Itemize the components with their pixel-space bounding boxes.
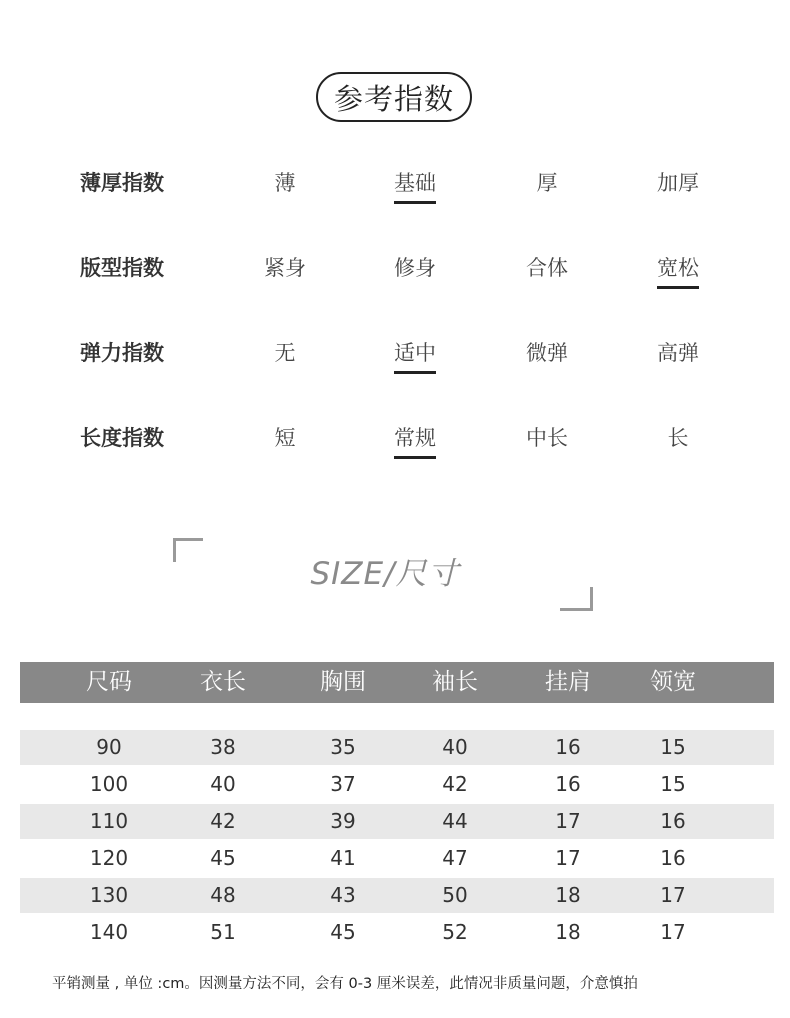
- table-cell: 110: [89, 809, 129, 833]
- measurement-note: 平销测量 , 单位 :cm。因测量方法不同，会有 0-3 厘米误差，此情况非质量问题，介意慎拍: [52, 976, 638, 992]
- table-cell: 38: [210, 735, 236, 759]
- table-row: [20, 730, 774, 765]
- index-option: 合体: [526, 256, 568, 280]
- table-cell: 90: [96, 735, 122, 759]
- table-cell: 41: [330, 846, 356, 870]
- table-cell: 100: [89, 772, 129, 796]
- index-row-fit: [0, 253, 790, 293]
- table-cell: 16: [555, 735, 581, 759]
- table-cell: 37: [330, 772, 356, 796]
- index-option: 短: [274, 426, 296, 450]
- table-cell: 40: [442, 735, 468, 759]
- table-cell: 16: [555, 772, 581, 796]
- table-cell: 17: [660, 883, 686, 907]
- table-cell: 16: [660, 846, 686, 870]
- table-cell: 51: [210, 920, 236, 944]
- table-cell: 40: [210, 772, 236, 796]
- index-option-selected: 宽松: [628, 253, 728, 289]
- table-row: [20, 915, 774, 950]
- column-header: 袖长: [432, 669, 478, 695]
- column-header: 衣长: [200, 669, 246, 695]
- column-header: 挂肩: [545, 669, 591, 695]
- table-cell: 17: [660, 920, 686, 944]
- table-cell: 17: [555, 809, 581, 833]
- table-row: [20, 878, 774, 913]
- index-option: 微弹: [526, 341, 568, 365]
- table-row: [20, 841, 774, 876]
- table-cell: 16: [660, 809, 686, 833]
- index-option: 修身: [394, 256, 436, 280]
- index-option: 加厚: [657, 171, 699, 195]
- index-option: 紧身: [264, 256, 306, 280]
- size-section-title: SIZE/尺寸: [310, 556, 460, 592]
- index-option-selected: 适中: [365, 338, 465, 374]
- corner-bracket-bottom-right: [560, 587, 593, 611]
- index-row-length: [0, 423, 790, 463]
- index-label: 长度指数: [80, 426, 164, 450]
- table-row: [20, 804, 774, 839]
- table-cell: 120: [89, 846, 129, 870]
- index-row-elasticity: [0, 338, 790, 378]
- table-cell: 140: [89, 920, 129, 944]
- column-header: 尺码: [86, 669, 132, 695]
- table-row: [20, 767, 774, 802]
- index-option-selected: 基础: [365, 168, 465, 204]
- table-cell: 130: [89, 883, 129, 907]
- index-row-thickness: [0, 168, 790, 208]
- index-label: 薄厚指数: [80, 171, 164, 195]
- table-cell: 18: [555, 920, 581, 944]
- table-cell: 48: [210, 883, 236, 907]
- table-cell: 15: [660, 735, 686, 759]
- index-label: 版型指数: [80, 256, 164, 280]
- table-cell: 15: [660, 772, 686, 796]
- table-cell: 44: [442, 809, 468, 833]
- index-option-selected: 常规: [365, 423, 465, 459]
- table-cell: 45: [210, 846, 236, 870]
- index-option: 薄: [274, 171, 296, 195]
- index-option: 高弹: [657, 341, 699, 365]
- corner-bracket-top-left: [173, 538, 203, 562]
- index-label: 弹力指数: [80, 341, 164, 365]
- table-cell: 42: [442, 772, 468, 796]
- table-cell: 52: [442, 920, 468, 944]
- table-cell: 45: [330, 920, 356, 944]
- size-table-header: [20, 662, 774, 703]
- index-option: 长: [667, 426, 689, 450]
- table-cell: 17: [555, 846, 581, 870]
- index-option: 中长: [526, 426, 568, 450]
- column-header: 领宽: [650, 669, 696, 695]
- table-cell: 39: [330, 809, 356, 833]
- table-cell: 43: [330, 883, 356, 907]
- table-cell: 42: [210, 809, 236, 833]
- table-cell: 35: [330, 735, 356, 759]
- table-cell: 18: [555, 883, 581, 907]
- table-cell: 47: [442, 846, 468, 870]
- index-option: 无: [274, 341, 296, 365]
- column-header: 胸围: [320, 669, 366, 695]
- index-option: 厚: [536, 171, 558, 195]
- reference-title: 参考指数: [316, 72, 472, 122]
- table-cell: 50: [442, 883, 468, 907]
